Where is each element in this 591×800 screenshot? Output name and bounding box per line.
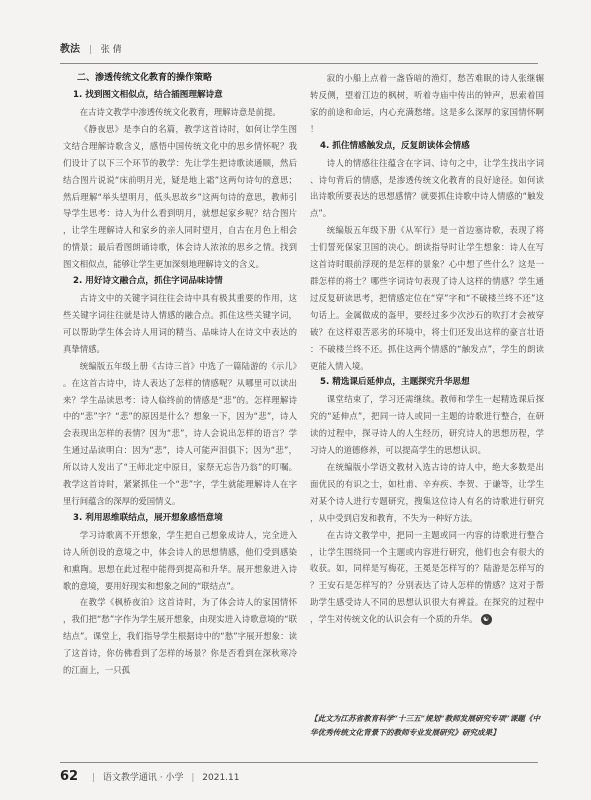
funding-note: 【此文为江苏省教育科学“十三五”规划“教师发展研究专项”课题《中华优秀传统文化背景下的教师专业发展研究》研究成果】 bbox=[310, 714, 541, 737]
paragraph: 诗人的情感往往蕴含在字词、诗句之中，让学生找出字词、诗句背后的情感，是渗透传统文化教育的良好途径。如何读出诗歌所要表达的思想感情？就要抓住诗歌中诗人情感的“触发点”。 bbox=[310, 157, 544, 219]
subheading-4: 4. 抓住情感触发点，反复朗读体会情感 bbox=[320, 140, 470, 151]
paragraph: 课堂结束了，学习还需继续。教师和学生一起精选课后探究的“延伸点”，把同一诗人或同一主题的诗歌进行整合，在研读的过程中，探寻诗人的人生经历，研究诗人的思想历程，学习诗人的道德修养，可以提高学生的思想认识。 bbox=[310, 394, 544, 456]
paragraph-text: 在古诗文教学中，把同一主题或同一内容的诗歌进行整合，让学生围绕同一个主题或内容进行研究，他们也会有很大的收获。如，同样是写梅花，王冕是怎样写的？陆游是怎样写的？王安石是怎样写的？分别表达了诗人怎样的情感？这对于帮助学生感受诗人不同的思想认识很大有裨益。在探究的过程中，学生对传统文化的认识会有一个质的升华。 bbox=[310, 529, 544, 625]
paragraph: 在统编版小学语文教材入选古诗的诗人中，绝大多数是出面优民的有识之士，如杜甫、辛弃疾、李贺、于谦等，让学生对某个诗人进行专题研究，搜集这位诗人有名的诗歌进行研究，从中受到启发和教育，不失为一种好方法。 bbox=[310, 462, 544, 523]
paragraph: 在教学《枫桥夜泊》这首诗时，为了体会诗人的家国情怀，我们把“愁”字作为学生展开想象，由现实进入诗歌意境的“联结点”。课堂上，我们指导学生根据诗中的“愁”字展开想象：读了这首诗，你仿佛看到了怎样的场景？你是否看到在深秋寒冷的江面上，一只孤 bbox=[63, 597, 297, 676]
footer-separator: | bbox=[191, 773, 195, 783]
left-column bbox=[63, 70, 297, 679]
subheading-3: 3. 利用思维联结点，展开想象感悟意境 bbox=[73, 512, 223, 523]
page-footer bbox=[60, 768, 240, 786]
section-title: 二、渗透传统文化教育的操作策略 bbox=[77, 73, 213, 83]
paragraph: 统编版五年级上册《古诗三首》中选了一篇陆游的《示儿》。在这首古诗中，诗人表达了怎样的情感呢？从哪里可以读出来？学生品读思考：诗人临终前的情感是“悲”的。怎样理解诗中的“悲”字？“悲”的原因是什么？想象一下，因为“悲”，诗人会表现出怎样的表情？因为“悲”，诗人会说出怎样的语言？学生通过品读明白：因为“悲”，诗人可能声泪俱下；因为“悲”，所以诗人发出了“王师北定中原日，家祭无忘告乃翁”的叮嘱。教学这首诗时，紧紧抓住一个“悲”字，学生就能理解诗人在字里行间蕴含的深厚的爱国情义。 bbox=[63, 360, 297, 506]
right-column bbox=[310, 70, 544, 628]
header-rule bbox=[60, 63, 538, 64]
issue-date: 2021.11 bbox=[202, 773, 240, 783]
subheading-5: 5. 精选课后延伸点，主题探究升华思想 bbox=[320, 377, 470, 388]
subheading-1: 1. 找到图文相似点，结合插图理解诗意 bbox=[73, 90, 223, 100]
footer-separator: | bbox=[91, 773, 96, 783]
page-number: 62 bbox=[60, 769, 79, 784]
page-header bbox=[60, 42, 540, 58]
author-name: 张 倩 bbox=[100, 45, 122, 55]
paragraph-last bbox=[310, 527, 544, 628]
paragraph: 在古诗文教学中渗透传统文化教育，理解诗意是前提。 bbox=[79, 107, 281, 117]
paragraph: 寂的小船上点着一盏昏暗的渔灯，愁苦难眠的诗人张继辗转反侧，望着江边的枫树，听着寺庙中传出的钟声，思索着国家的前途和命运，内心充满愁绪。这是多么深厚的家国情怀啊！ bbox=[310, 73, 544, 134]
journal-name: 语文教学通讯 · 小学 bbox=[102, 773, 184, 783]
paragraph: 统编版五年级下册《从军行》是一首边塞诗歌，表现了将士们誓死保家卫国的决心。朗读指导时让学生想象：诗人在写这首诗时眼前浮现的是怎样的景象？心中想了些什么？这是一群怎样的将士？哪些字词诗句表现了诗人这样的情感？学生通过反复研读思考，把情感定位在“穿”字和“不破楼兰终不还”这句话上。金属做成的盔甲，要经过多少次沙石的吹打才会被穿破？在这样艰苦恶劣的环境中，将士们还发出这样的豪言壮语：不破楼兰终不还。抓住这两个情感的“触发点”，学生的朗读更能入情入境。 bbox=[310, 225, 544, 371]
end-mark-icon: ☯ bbox=[481, 614, 492, 625]
header-separator: | bbox=[88, 45, 92, 55]
subheading-2: 2. 用好诗文融合点，抓住字词品味诗情 bbox=[73, 276, 223, 287]
paragraph: 古诗文中的关键字词往往会诗中具有极其重要的作用，这些关键字词往往就是诗人情感的融合点。抓住这些关键字词，可以帮助学生体会诗人用词的精当、品味诗人在诗文中表达的真挚情感。 bbox=[63, 293, 297, 354]
footer-rule bbox=[60, 762, 538, 763]
section-name: 教法 bbox=[60, 44, 80, 55]
paragraph: 学习诗歌离不开想象，学生把自己想象成诗人，完全进入诗人所创设的意境之中，体会诗人的思想情感，他们受到感染和熏陶。思想在此过程中能得到提高和升华。展开想象进入诗歌的意境，要用好现实和想象之间的“联结点”。 bbox=[63, 529, 297, 591]
paragraph: 《静夜思》是李白的名篇，教学这首诗时，如何让学生图文结合理解诗歌含义，感悟中国传统文化中的思乡情怀呢？我们设计了以下三个环节的教学：先让学生把诗歌读通顺，然后结合图片说说“床前明月光，疑是地上霜”这两句诗句的意思；然后理解“举头望明月，低头思故乡”这两句诗的意思，教师引导学生思考：诗人为什么看到明月，就想起家乡呢？结合图片，让学生理解诗人和家乡的亲人同时望月，自古在月色上相会的情景；最后看图朗诵诗歌，体会诗人浓浓的思乡之情。找到图文相似点，能够让学生更加深刻地理解诗文的含义。 bbox=[63, 123, 297, 270]
